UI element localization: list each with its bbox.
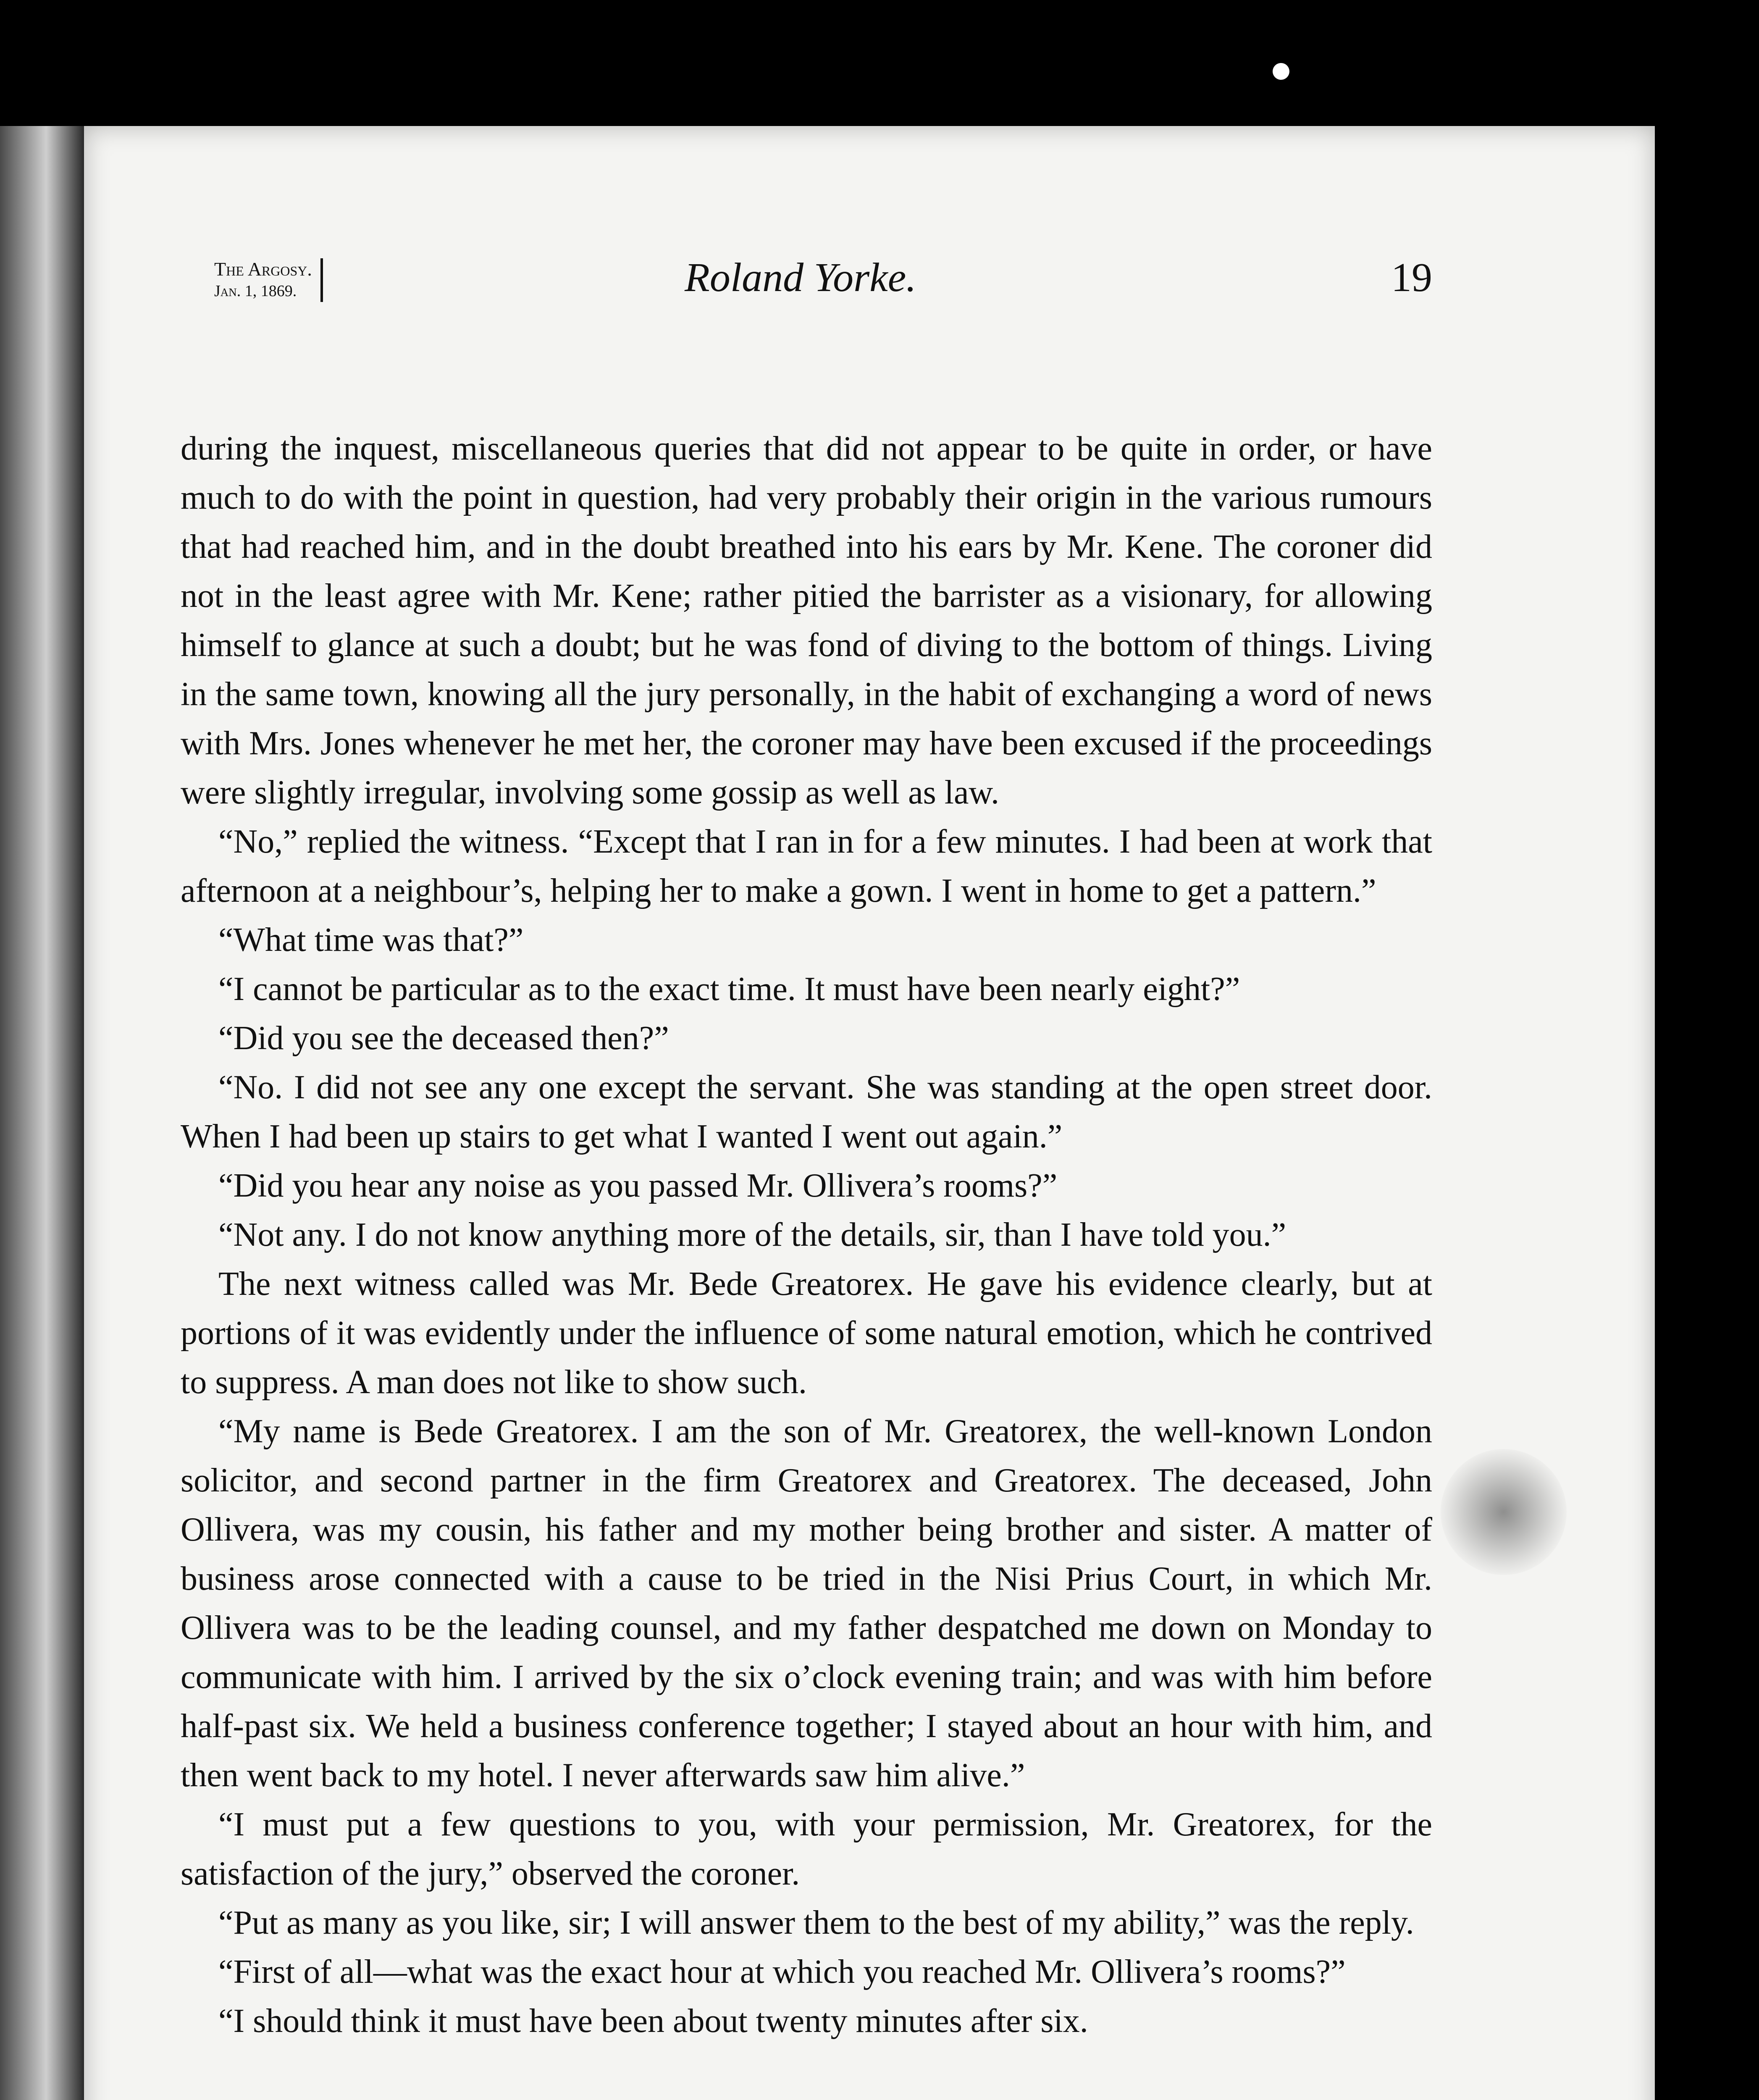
running-head <box>214 258 323 302</box>
page-header <box>214 229 1432 321</box>
running-head-date: Jan. 1, 1869. <box>214 282 297 300</box>
paragraph: “Not any. I do not know anything more of the details, sir, than I have told you.” <box>218 1216 1286 1253</box>
paragraph: “Put as many as you like, sir; I will answer them to the best of my ability,” was the reply. <box>218 1904 1414 1941</box>
paragraph: “Did you hear any noise as you passed Mr. Ollivera’s rooms?” <box>218 1167 1058 1204</box>
paragraph: “My name is Bede Greatorex. I am the son of Mr. Greatorex, the well-known London solicitor, and second partner in the firm Greatorex and Greatorex. The deceased, John Ollivera, was my cousin, his father and my mother being brother and sister. A matter of business arose connected with a cause to be tried in the Nisi Prius Court, in which Mr. Ollivera was to be the leading counsel, and my father despatched me down on Monday to communicate with him. I arrived by the six o’clock evening train; and was with him before half-past six. We held a business conference together; I stayed about an hour with him, and then went back to my hotel. I never afterwards saw him alive.” <box>181 1413 1432 1794</box>
page-stain <box>1441 1449 1567 1575</box>
paragraph: The next witness called was Mr. Bede Greatorex. He gave his evidence clearly, but at portions of it was evidently under the influence of some natural emotion, which he contrived to suppress. A man does not like to show such. <box>181 1265 1432 1401</box>
paragraph: during the inquest, miscellaneous queries that did not appear to be quite in order, or have much to do with the point in question, had very probably their origin in the various rumours that had reached him, and in the doubt breathed into his ears by Mr. Kene. The coroner did not in the least agree with Mr. Kene; rather pitied the barrister as a visionary, for allowing himself to glance at such a doubt; but he was fond of diving to the bottom of things. Living in the same town, knowing all the jury personally, in the habit of exchanging a word of news with Mrs. Jones whenever he met her, the coroner may have been excused if the proceedings were slightly irregular, involving some gossip as well as law. <box>181 430 1432 811</box>
paragraph: “No. I did not see any one except the servant. She was standing at the open street door. When I had been up stairs to get what I wanted I went out again.” <box>181 1069 1432 1155</box>
paragraph: “What time was that?” <box>218 921 524 958</box>
running-head-title: The Argosy. <box>214 258 312 280</box>
page-title: Roland Yorke. <box>685 255 916 300</box>
paragraph: “I must put a few questions to you, with your permission, Mr. Greatorex, for the satisfaction of the jury,” observed the coroner. <box>181 1806 1432 1892</box>
body-text <box>181 424 1432 2046</box>
paragraph: “I cannot be particular as to the exact time. It must have been nearly eight?” <box>218 971 1240 1008</box>
paragraph: “Did you see the deceased then?” <box>218 1020 669 1057</box>
dust-speck <box>1273 63 1289 80</box>
paragraph: “No,” replied the witness. “Except that I ran in for a few minutes. I had been at work that afternoon at a neighbour’s, helping her to make a gown. I went in home to get a pattern.” <box>181 823 1432 909</box>
paragraph: “First of all—what was the exact hour at which you reached Mr. Ollivera’s rooms?” <box>218 1953 1346 1990</box>
page-number: 19 <box>1391 255 1432 300</box>
paragraph: “I should think it must have been about twenty minutes after six. <box>218 2003 1088 2040</box>
left-page-edge <box>0 126 84 2100</box>
